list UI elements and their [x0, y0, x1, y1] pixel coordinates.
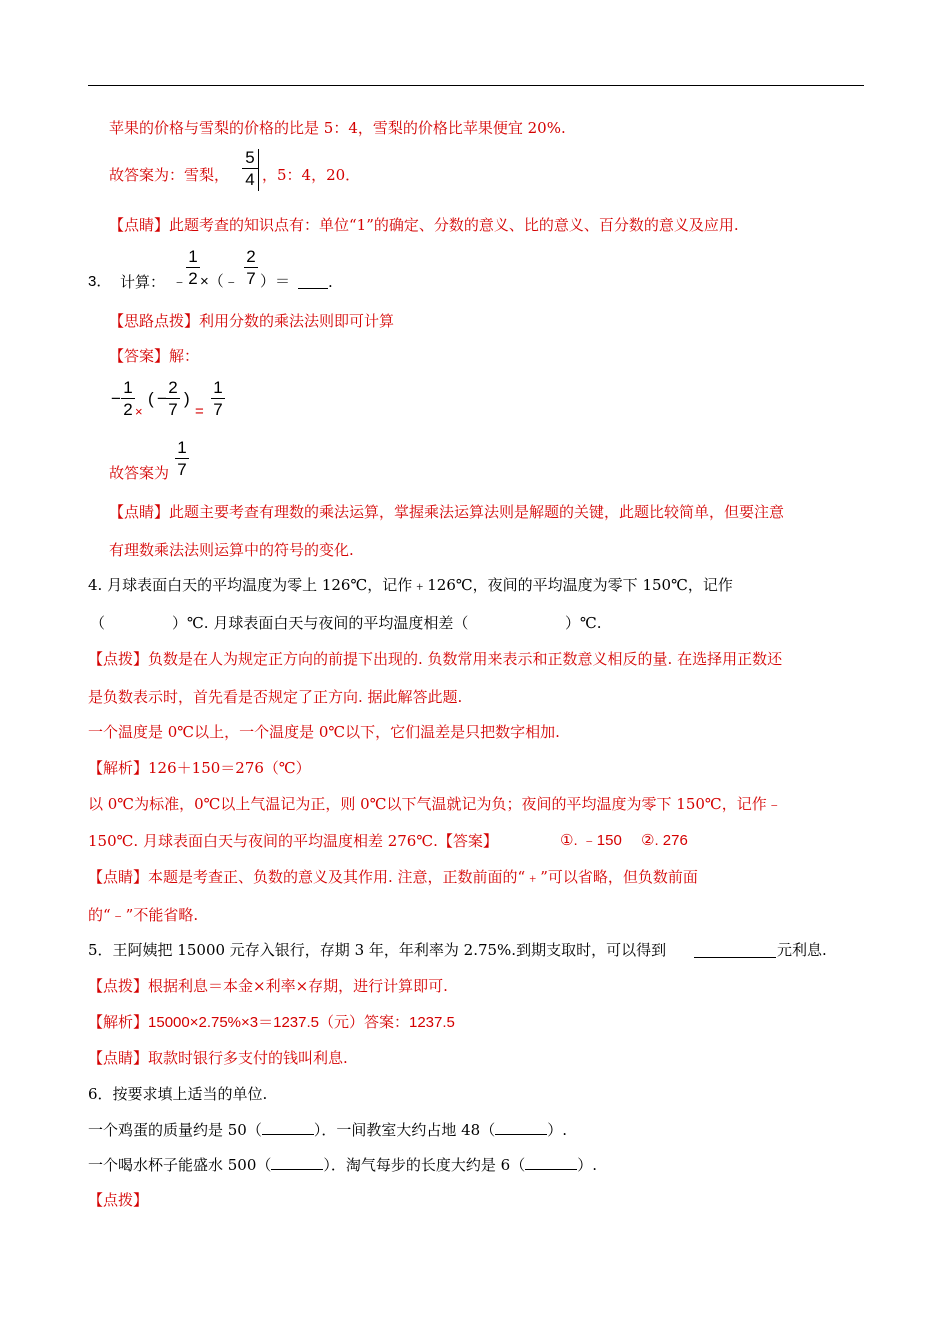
q3-comment-line-1	[109, 502, 784, 522]
q3-operator: ×（﹣	[200, 273, 239, 290]
fraction-bar	[175, 458, 189, 459]
q3-final-fraction	[175, 438, 189, 479]
fraction-denominator: 4	[245, 170, 255, 189]
q4-comment-line-2: 的“﹣”不能省略.	[88, 906, 199, 924]
comment-tag: 【点睛】	[109, 503, 170, 521]
fraction-bar	[186, 267, 200, 268]
fraction-denominator: 7	[246, 269, 256, 288]
work-equals: =	[195, 403, 204, 420]
header-rule	[88, 85, 864, 86]
analysis-tag: 【解析】	[88, 759, 149, 777]
work-paren-close: )	[184, 389, 190, 408]
fraction-numerator: 1	[213, 378, 223, 397]
fraction-denominator: 2	[123, 400, 133, 419]
q2-ratio-line: 苹果的价格与雪梨的价格的比是 5：4，雪梨的价格比苹果便宜 20%.	[109, 119, 566, 137]
fraction-box-edge	[258, 149, 259, 191]
q3-number: 3．	[88, 273, 112, 290]
q5-question: 5．王阿姨把 15000 元存入银行，存期 3 年，年利率为 2.75%.到期支取时，可以得到	[88, 941, 667, 959]
q4-analysis-line-2: 以 0℃为标准，0℃以上气温记为正，则 0℃以下气温就记为负；夜间的平均温度为零下 150℃，记作﹣	[88, 795, 782, 813]
comment-text: 本题是考查正、负数的意义及其作用. 注意，正数前面的“﹢”可以省略，但负数前面	[148, 868, 698, 886]
work-result-fraction	[211, 378, 225, 419]
q3-fraction-2	[244, 247, 258, 288]
q3-answer-blank	[298, 288, 328, 289]
q3-comment-line-2: 有理数乘法法则运算中的符号的变化.	[109, 541, 354, 559]
q4-question-line-1: 4. 月球表面白天的平均温度为零上 126℃，记作﹢126℃，夜间的平均温度为零下 150℃，记作	[88, 576, 733, 594]
q6-hint-tag: 【点拨】	[88, 1191, 149, 1209]
work-times: ×	[135, 404, 143, 419]
fraction-bar	[166, 398, 180, 399]
q6-item-cup: 一个喝水杯子能盛水 500（	[88, 1156, 272, 1174]
q2-answer-suffix: ，5：4，20．	[262, 166, 361, 184]
fraction-denominator: 7	[213, 400, 223, 419]
q6-line-1-end: ）.	[547, 1121, 567, 1139]
hint-tag: 【思路点拨】	[109, 312, 200, 330]
comment-tag: 【点睛】	[88, 868, 149, 886]
q6-blank-classroom	[495, 1134, 547, 1135]
hint-text: 负数是在人为规定正方向的前提下出现的. 负数常用来表示和正数意义相反的量. 在选择用正数还	[148, 650, 783, 668]
q5-question-end: 元利息.	[777, 941, 827, 959]
q6-blank-egg	[262, 1134, 314, 1135]
q3-answer	[109, 346, 199, 366]
q3-tail: ）＝	[260, 273, 291, 290]
fraction-numerator: 2	[246, 247, 256, 266]
q3-final-prefix: 故答案为	[109, 464, 170, 482]
fraction-bar	[242, 168, 258, 169]
q6-line-2-end: ）.	[577, 1156, 598, 1174]
comment-tag: 【点睛】	[109, 216, 170, 234]
q4-question-line-2-end: ）℃.	[565, 614, 602, 632]
work-minus-2: −	[157, 389, 167, 408]
q2-comment	[109, 215, 739, 235]
q4-hint-line-2: 是负数表示时，首先看是否规定了正方向. 据此解答此题.	[88, 688, 463, 706]
q5-answer-blank	[694, 957, 776, 958]
fraction-bar	[211, 398, 225, 399]
hint-text: 利用分数的乘法法则即可计算	[199, 312, 395, 330]
q5-comment	[88, 1048, 348, 1068]
q3-end: .	[328, 273, 333, 291]
hint-tag: 【点拨】	[88, 650, 149, 668]
q6-blank-cup	[271, 1169, 323, 1170]
work-fraction-1	[121, 378, 135, 419]
fraction-denominator: 7	[168, 400, 178, 419]
q4-hint-line-3: 一个温度是 0℃以上，一个温度是 0℃以下，它们温差是只把数字相加.	[88, 723, 560, 741]
q4-comment-line-1	[88, 867, 698, 887]
fraction-bar	[121, 398, 135, 399]
q6-blank-step	[525, 1169, 577, 1170]
fraction-denominator: 2	[188, 269, 198, 288]
q4-analysis-line-1	[88, 758, 311, 778]
q6-line-1	[88, 1120, 567, 1140]
comment-tag: 【点睛】	[88, 1049, 149, 1067]
fraction-numerator: 1	[123, 378, 133, 397]
fraction-numerator: 1	[188, 247, 198, 266]
q4-answer-2: ②. 276	[641, 832, 688, 849]
fraction-denominator: 7	[177, 460, 187, 479]
q4-question-line-2: ）℃. 月球表面白天与夜间的平均温度相差（	[172, 614, 469, 632]
analysis-text: 126＋150＝276（℃）	[148, 759, 311, 777]
fraction-numerator: 5	[245, 148, 255, 167]
q2-answer-prefix: 故答案为：雪梨，	[109, 166, 230, 184]
analysis-tag: 【解析】	[88, 1013, 149, 1031]
analysis-text: 150℃. 月球表面白天与夜间的平均温度相差 276℃.	[88, 832, 438, 850]
hint-text: 根据利息＝本金×利率×存期，进行计算即可.	[148, 977, 448, 995]
hint-tag: 【点拨】	[88, 977, 149, 995]
q6-line-2	[88, 1155, 597, 1175]
work-minus: −	[111, 389, 121, 408]
q4-analysis-line-3	[88, 831, 498, 851]
comment-text: 此题考查的知识点有：单位“1”的确定、分数的意义、比的意义、百分数的意义及应用.	[169, 216, 739, 234]
answer-tag: 【答案】	[109, 347, 170, 365]
fraction-numerator: 2	[168, 378, 178, 397]
fraction-numerator: 1	[177, 438, 187, 457]
analysis-text: 15000×2.75%×3＝1237.5（元）答案：1237.5	[148, 1014, 455, 1031]
q4-answer-1: ①. ﹣150	[560, 832, 622, 849]
work-fraction-2	[166, 378, 180, 419]
q2-answer-fraction	[242, 148, 258, 189]
fraction-bar	[244, 267, 258, 268]
q3-prompt: 计算：	[120, 273, 166, 291]
q6-item-egg: 一个鸡蛋的质量约是 50（	[88, 1121, 262, 1139]
work-paren-open: (	[148, 389, 154, 408]
q3-neg: ﹣	[172, 273, 188, 290]
q5-analysis	[88, 1012, 455, 1033]
comment-text: 此题主要考查有理数的乘法运算，掌握乘法运算法则是解题的关键，此题比较简单，但要注意	[169, 503, 785, 521]
q6-title: 6．按要求填上适当的单位.	[88, 1085, 268, 1103]
q3-hint	[109, 311, 394, 331]
q3-fraction-1	[186, 247, 200, 288]
q4-hint-line-1	[88, 649, 782, 669]
comment-text: 取款时银行多支付的钱叫利息.	[148, 1049, 348, 1067]
q5-hint	[88, 976, 448, 996]
q6-item-classroom: ）．一间教室大约占地 48（	[313, 1121, 496, 1139]
answer-tag: 【答案】	[437, 832, 498, 850]
q4-paren-open-1: （	[90, 614, 106, 632]
answer-word: 解：	[169, 347, 200, 365]
q6-item-step: ）．淘气每步的长度大约是 6（	[323, 1156, 526, 1174]
